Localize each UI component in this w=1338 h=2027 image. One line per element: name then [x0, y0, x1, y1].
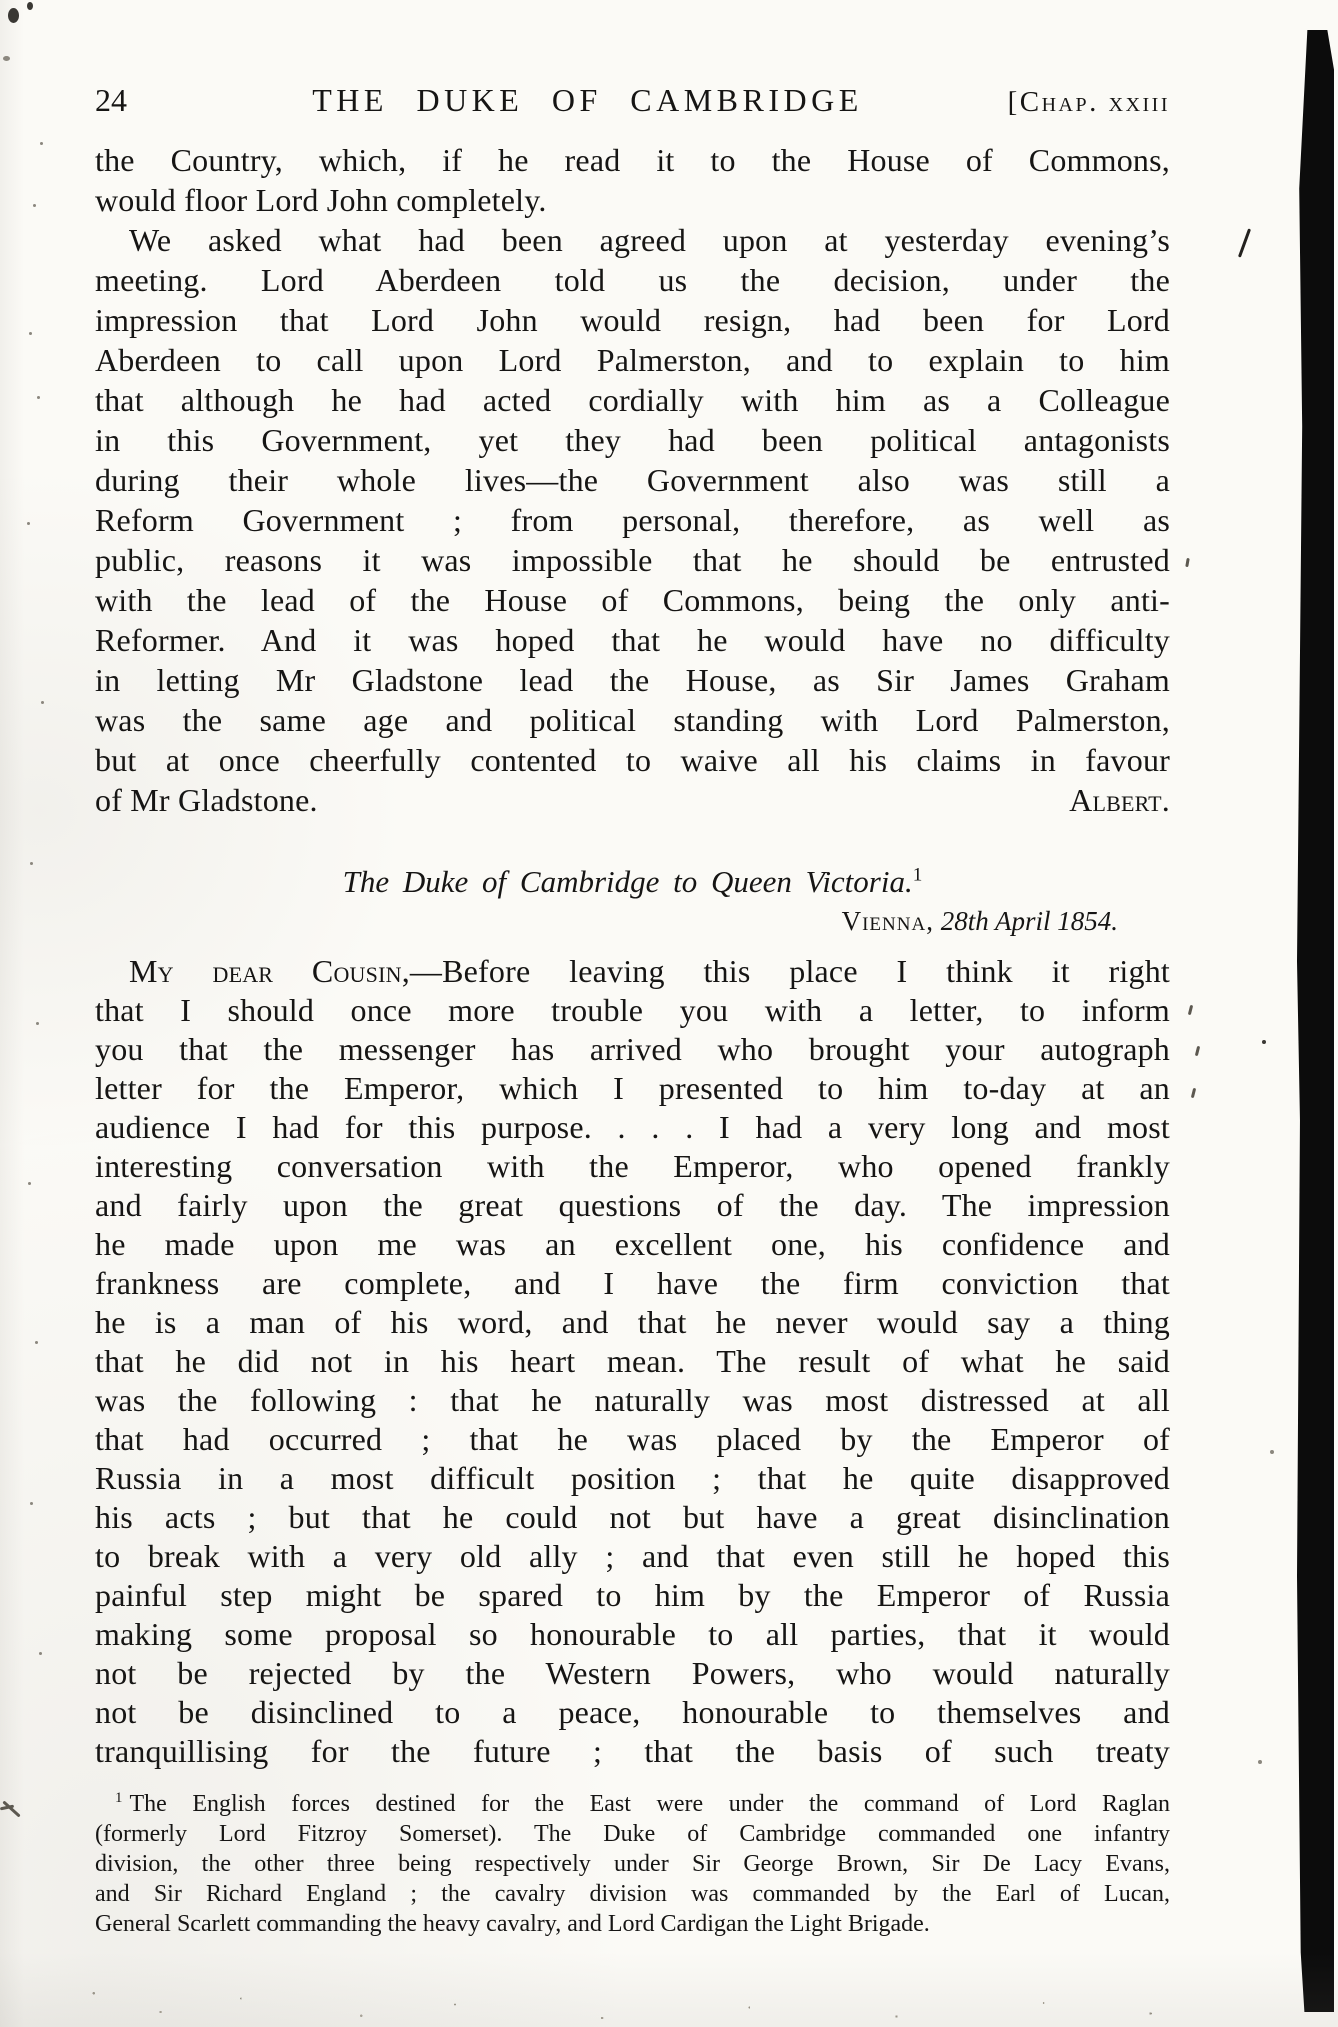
scan-speck: [1270, 1450, 1274, 1454]
paragraph-last-line: of Mr Gladstone.: [95, 782, 318, 818]
scan-speck: [28, 1182, 31, 1185]
text-line: that I should once more trouble you with a letter, to inform: [95, 992, 1170, 1028]
text-line: We asked what had been agreed upon at yesterday evening’s: [129, 222, 1170, 258]
text-line: public, reasons it was impossible that he should be entrusted: [95, 542, 1170, 578]
scan-speck: [41, 701, 44, 704]
scan-speck: [27, 2, 33, 10]
text-line: interesting conversation with the Emperor, who opened frankly: [95, 1148, 1170, 1184]
scan-speck: [40, 142, 43, 145]
letter-paragraph: [95, 991, 1170, 1771]
scan-speck: [37, 396, 40, 399]
text-line: Russia in a most difficult position ; that he quite disapproved: [95, 1460, 1170, 1496]
margin-mark: [1185, 558, 1190, 567]
scan-speck: [1262, 1040, 1266, 1044]
scan-speck: [35, 1341, 38, 1344]
scan-speck: [29, 332, 32, 335]
page-number: 24: [95, 82, 127, 118]
footnote-number: 1: [115, 1790, 123, 1806]
running-title: THE DUKE OF CAMBRIDGE: [312, 82, 863, 118]
paragraph-continuation: [95, 140, 1170, 220]
text-line: was the same age and political standing with Lord Palmerston,: [95, 702, 1170, 738]
letter-body: [95, 952, 1170, 1771]
text-line: Reformer. And it was hoped that he would have no difficulty: [95, 622, 1170, 658]
text-line: with the lead of the House of Commons, being the only anti-: [95, 582, 1170, 618]
scan-speck: [33, 204, 36, 207]
text-line: and fairly upon the great questions of the day. The impression: [95, 1187, 1170, 1223]
text-line: that although he had acted cordially with him as a Colleague: [95, 382, 1170, 418]
page-header: [95, 82, 1170, 124]
text-line: (formerly Lord Fitzroy Somerset). The Duke of Cambridge commanded one infantry: [95, 1821, 1170, 1847]
dateline: [95, 904, 1118, 938]
text-line: frankness are complete, and I have the firm conviction that: [95, 1265, 1170, 1301]
text-line: that had occurred ; that he was placed by the Emperor of: [95, 1421, 1170, 1457]
text-line: that he did not in his heart mean. The result of what he said: [95, 1343, 1170, 1379]
text-line: tranquillising for the future ; that the basis of such treaty: [95, 1733, 1170, 1769]
text-line: in letting Mr Gladstone lead the House, as Sir James Graham: [95, 662, 1170, 698]
scan-speck: [27, 522, 30, 525]
text-line: letter for the Emperor, which I presented to him to-day at an: [95, 1070, 1170, 1106]
salutation: My dear Cousin,: [129, 953, 410, 989]
text-line: was the following : that he naturally was most distressed at all: [95, 1382, 1170, 1418]
text-line: making some proposal so honourable to all parties, that it would: [95, 1616, 1170, 1652]
footnote: [95, 1789, 1170, 1939]
scan-gutter-shadow: [1297, 30, 1334, 2012]
margin-mark: [1191, 1088, 1196, 1098]
text-line: would floor Lord John completely.: [95, 182, 547, 218]
text-line: meeting. Lord Aberdeen told us the decision, under the: [95, 262, 1170, 298]
text-line: he made upon me was an excellent one, his confidence and: [95, 1226, 1170, 1262]
signature-line: [95, 780, 1170, 820]
scan-bottom-noise: [0, 1952, 1338, 2027]
text-column: [95, 82, 1170, 1939]
text-line: audience I had for this purpose. . . . I had a very long and most: [95, 1109, 1170, 1145]
text-line: painful step might be spared to him by the Emperor of Russia: [95, 1577, 1170, 1613]
margin-mark: [1188, 1005, 1193, 1015]
text-line: to break with a very old ally ; and that even still he hoped this: [95, 1538, 1170, 1574]
dateline-date: 28th April 1854.: [940, 906, 1118, 936]
footnote-text: The English forces destined for the East were under the command of Lord Raglan: [129, 1791, 1170, 1817]
scan-speck: [30, 862, 33, 865]
text-line: not be rejected by the Western Powers, who would naturally: [95, 1655, 1170, 1691]
text-line: but at once cheerfully contented to waive all his claims in favour: [95, 742, 1170, 778]
pen-mark: [1238, 228, 1251, 257]
footnote-rest: [95, 1819, 1170, 1939]
scan-speck: [39, 1652, 42, 1655]
signature-albert: Albert.: [1069, 782, 1170, 818]
letter-heading: [95, 862, 1170, 902]
text-line: the Country, which, if he read it to the House of Commons,: [95, 142, 1170, 178]
scan-speck: [30, 1502, 33, 1505]
text-line: Reform Government ; from personal, therefore, as well as: [95, 502, 1170, 538]
text-line: impression that Lord John would resign, had been for Lord: [95, 302, 1170, 338]
text-line: during their whole lives—the Government also was still a: [95, 462, 1170, 498]
text-line: division, the other three being respectively under Sir George Brown, Sir De Lacy Evans,: [95, 1851, 1170, 1877]
text-line: you that the messenger has arrived who brought your autograph: [95, 1031, 1170, 1067]
margin-mark: [1195, 1046, 1200, 1056]
scan-speck: [3, 56, 10, 61]
dateline-place: Vienna,: [841, 906, 934, 936]
text-line: in this Government, yet they had been political antagonists: [95, 422, 1170, 458]
text-line: Aberdeen to call upon Lord Palmerston, and to explain to him: [95, 342, 1170, 378]
footnote-reference-mark: 1: [912, 864, 923, 886]
footnote-first-line: [95, 1789, 1170, 1819]
scan-speck: [8, 8, 19, 23]
letter-heading-title: The Duke of Cambridge to Queen Victoria.: [342, 864, 913, 899]
salutation-line-rest: —Before leaving this place I think it right: [409, 953, 1170, 989]
scan-speck: [36, 1022, 39, 1025]
text-line: and Sir Richard England ; the cavalry division was commanded by the Earl of Lucan,: [95, 1881, 1170, 1907]
paragraph-aberdeen-decision: [95, 220, 1170, 780]
text-line: not be disinclined to a peace, honourable to themselves and: [95, 1694, 1170, 1730]
scan-speck: [1258, 1760, 1262, 1764]
salutation-line: [95, 952, 1170, 991]
chapter-reference: [Chap. xxiii: [1007, 86, 1170, 118]
text-line: General Scarlett commanding the heavy cavalry, and Lord Cardigan the Light Brigade.: [95, 1911, 930, 1937]
text-line: he is a man of his word, and that he never would say a thing: [95, 1304, 1170, 1340]
text-line: his acts ; but that he could not but have a great disinclination: [95, 1499, 1170, 1535]
